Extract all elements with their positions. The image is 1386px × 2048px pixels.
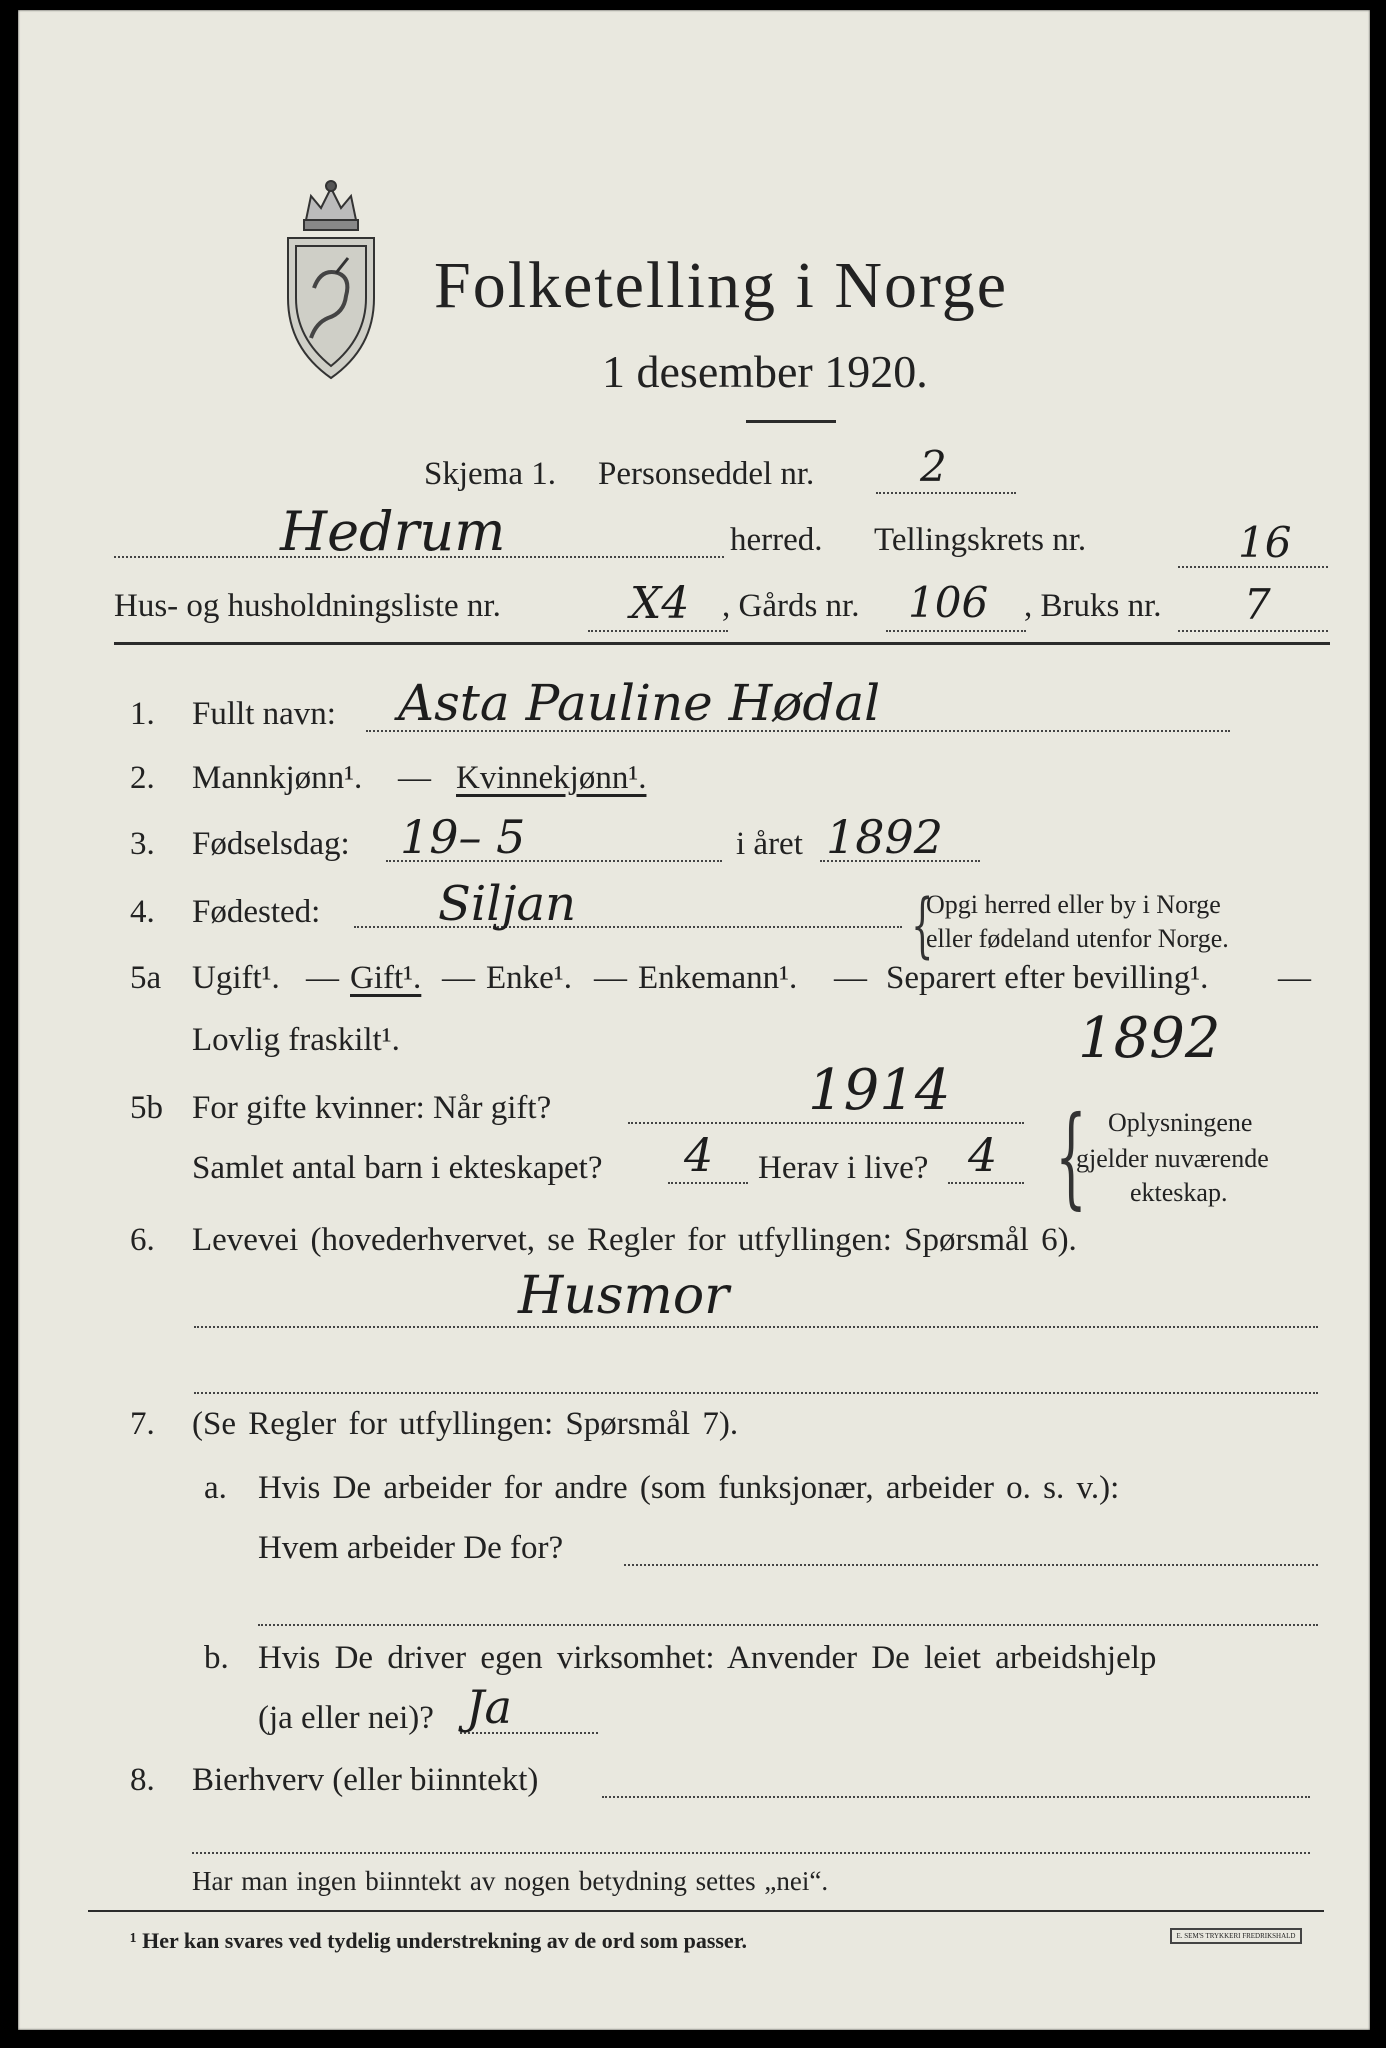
skjema-label: Skjema 1.: [424, 456, 556, 492]
q7a-number: a.: [204, 1470, 227, 1506]
gards-line: [886, 630, 1026, 632]
q2-mannkjonn: Mannkjønn¹.: [192, 760, 363, 796]
q5a-dash1: —: [306, 960, 339, 996]
q5a-margin-annotation: 1892: [1078, 1006, 1221, 1071]
q7b-answer-value: Ja: [466, 1680, 512, 1734]
personseddel-label: Personseddel nr.: [598, 456, 815, 492]
q7b-text: Hvis De driver egen virksomhet: Anvender De leiet arbeidshjelp: [258, 1640, 1157, 1676]
q5b-brace: {: [1055, 1092, 1087, 1220]
norwegian-coat-of-arms-icon: [266, 178, 396, 388]
bruks-line: [1178, 630, 1328, 632]
q5b-note-line1: Oplysningene: [1108, 1108, 1253, 1137]
q4-birthplace-value: Siljan: [438, 876, 576, 932]
bruks-value: 7: [1244, 580, 1271, 629]
q7a-text: Hvis De arbeider for andre (som funksjonær, arbeider o. s. v.):: [258, 1470, 1120, 1506]
personseddel-line: [876, 492, 1016, 494]
q8-line2: [192, 1852, 1310, 1854]
bruks-label: , Bruks nr.: [1024, 588, 1162, 624]
printer-stamp: E. SEM'S TRYKKERI FREDRIKSHALD: [1170, 1928, 1302, 1944]
q8-label: Bierhverv (eller biinntekt): [192, 1762, 539, 1798]
gards-label: , Gårds nr.: [722, 588, 860, 624]
q2-kvinnekjonn-underlined: Kvinnekjønn¹.: [456, 760, 647, 796]
gards-value: 106: [908, 578, 989, 627]
q2-dash: —: [398, 760, 431, 796]
tellingskrets-label: Tellingskrets nr.: [874, 522, 1087, 558]
q5a-ugift: Ugift¹.: [192, 960, 280, 996]
q5b-live-label: Herav i live?: [758, 1150, 929, 1186]
q5b-live-line: [948, 1182, 1024, 1184]
q4-brace: {: [911, 884, 934, 966]
q6-line2: [194, 1392, 1318, 1394]
q6-occupation-value: Husmor: [518, 1266, 729, 1326]
q3-number: 3.: [130, 826, 155, 862]
tellingskrets-value: 16: [1238, 518, 1292, 567]
q4-note-line2: eller fødeland utenfor Norge.: [926, 924, 1229, 953]
q5a-dash4: —: [834, 960, 867, 996]
q1-label: Fullt navn:: [192, 696, 336, 732]
q8-line1: [602, 1796, 1310, 1798]
husliste-line: [588, 630, 728, 632]
q7a-question: Hvem arbeider De for?: [258, 1530, 564, 1566]
q4-line: [354, 926, 902, 928]
q5a-separert: Separert efter bevilling¹.: [886, 960, 1209, 996]
title-divider: [746, 420, 836, 423]
q7a-line1: [624, 1564, 1318, 1566]
q5b-live-value: 4: [968, 1128, 998, 1182]
q5b-number: 5b: [130, 1090, 163, 1126]
q3-year-value: 1892: [826, 810, 944, 864]
footnote: ¹ Her kan svares ved tydelig understrekning av de ord som passer.: [130, 1928, 747, 1953]
q5b-note-line3: ekteskap.: [1130, 1178, 1228, 1207]
q7a-line2: [258, 1624, 1318, 1626]
form-title: Folketelling i Norge: [434, 249, 1009, 322]
q5b-married-year: 1914: [808, 1058, 951, 1123]
q2-number: 2.: [130, 760, 155, 796]
q6-label: Levevei (hovederhvervet, se Regler for utfyllingen: Spørsmål 6).: [192, 1222, 1077, 1258]
q5b-label: For gifte kvinner: Når gift?: [192, 1090, 552, 1126]
q4-note-line1: Opgi herred eller by i Norge: [926, 890, 1221, 919]
q1-number: 1.: [130, 696, 155, 732]
q7b-number: b.: [204, 1640, 229, 1676]
q1-value-full-name: Asta Pauline Hødal: [398, 674, 881, 732]
q5a-dash3: —: [594, 960, 627, 996]
q5a-dash5: —: [1278, 960, 1311, 996]
q6-line1: [194, 1326, 1318, 1328]
header-divider: [114, 642, 1330, 645]
q4-number: 4.: [130, 894, 155, 930]
census-form-page: [18, 10, 1370, 2030]
q5b-note-line2: gjelder nuværende: [1076, 1144, 1269, 1173]
q3-year-label: i året: [736, 826, 803, 862]
q3-label: Fødselsdag:: [192, 826, 350, 862]
q6-number: 6.: [130, 1222, 155, 1258]
q5a-number: 5a: [130, 960, 162, 996]
husliste-value: X4: [630, 578, 690, 629]
q7-label: (Se Regler for utfyllingen: Spørsmål 7).: [192, 1406, 739, 1442]
q5b-barn-value: 4: [684, 1128, 714, 1182]
q5b-barn-line: [668, 1182, 748, 1184]
herred-label: herred.: [730, 522, 823, 558]
personseddel-value: 2: [920, 442, 947, 491]
q5a-gift-underlined: Gift¹.: [350, 960, 422, 996]
q7b-question: (ja eller nei)?: [258, 1700, 434, 1736]
q7-number: 7.: [130, 1406, 155, 1442]
footnote-divider: [88, 1910, 1324, 1912]
census-date: 1 desember 1920.: [602, 346, 928, 397]
q8-number: 8.: [130, 1762, 155, 1798]
income-note: Har man ingen biinntekt av nogen betydning settes „nei“.: [192, 1866, 829, 1896]
q5b-barn-label: Samlet antal barn i ekteskapet?: [192, 1150, 603, 1186]
q5a-enke: Enke¹.: [486, 960, 572, 996]
husliste-label: Hus- og husholdningsliste nr.: [114, 588, 501, 624]
q5a-dash2: —: [442, 960, 475, 996]
herred-value: Hedrum: [280, 500, 506, 563]
q5a-enkemann: Enkemann¹.: [638, 960, 798, 996]
q5a-fraskilt: Lovlig fraskilt¹.: [192, 1022, 400, 1058]
q4-label: Fødested:: [192, 894, 321, 930]
q3-birthday-value: 19– 5: [400, 810, 526, 864]
